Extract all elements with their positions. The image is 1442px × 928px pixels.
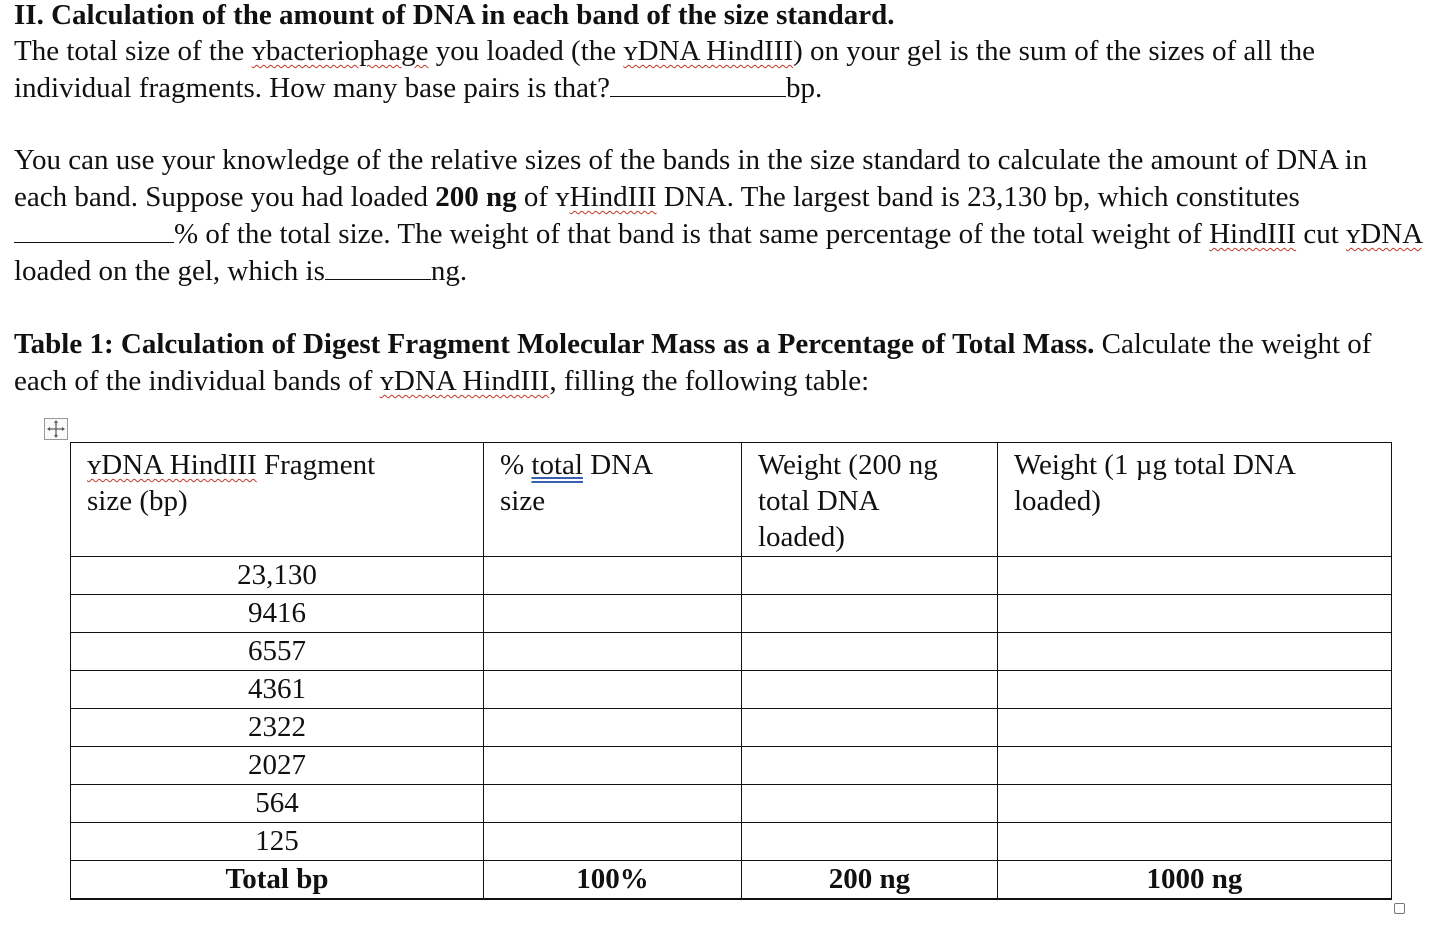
table-row bbox=[71, 709, 1392, 747]
fragment-size-cell: 6557 bbox=[71, 633, 484, 671]
table-row bbox=[71, 595, 1392, 633]
answer-blank-ng[interactable] bbox=[325, 255, 431, 280]
weight-200ng-cell[interactable] bbox=[742, 595, 998, 633]
paragraph-band-amount: You can use your knowledge of the relative sizes of the bands in the size standard to calculate the amount of DNA in each band. Suppose you had loaded 200 ng of ʏHindIII DNA. The largest band is 23,130 bp, which constitutes% of the total size. The weight of that band is that same percentage of the total weight of HindIII cut ʏDNA loaded on the gel, which is ng. bbox=[14, 144, 1422, 287]
weight-200ng-cell[interactable] bbox=[742, 633, 998, 671]
weight-1ug-cell[interactable] bbox=[998, 785, 1392, 823]
resize-handle-icon[interactable] bbox=[1394, 903, 1405, 914]
weight-1ug-cell[interactable] bbox=[998, 671, 1392, 709]
weight-1ug-cell[interactable] bbox=[998, 747, 1392, 785]
total-label-cell: Total bp bbox=[71, 861, 484, 899]
percent-cell[interactable] bbox=[484, 595, 742, 633]
total-weight-200ng-cell: 200 ng bbox=[742, 861, 998, 899]
percent-cell[interactable] bbox=[484, 633, 742, 671]
table-row bbox=[71, 747, 1392, 785]
fragment-size-cell: 9416 bbox=[71, 595, 484, 633]
weight-1ug-cell[interactable] bbox=[998, 633, 1392, 671]
weight-1ug-cell[interactable] bbox=[998, 709, 1392, 747]
table-row bbox=[71, 823, 1392, 861]
document-page bbox=[14, 0, 1424, 400]
move-icon[interactable] bbox=[44, 418, 68, 440]
header-fragment-size: ʏDNA HindIII Fragment size (bp) bbox=[71, 443, 484, 557]
percent-cell[interactable] bbox=[484, 709, 742, 747]
fragment-table bbox=[70, 442, 1392, 900]
fragment-size-cell: 2027 bbox=[71, 747, 484, 785]
weight-200ng-cell[interactable] bbox=[742, 823, 998, 861]
fragment-size-cell: 564 bbox=[71, 785, 484, 823]
paragraph-table-caption: Table 1: Calculation of Digest Fragment Molecular Mass as a Percentage of Total Mass. Calculate the weight of each of the individual bands of ʏDNA HindIII, filling the following table: bbox=[14, 328, 1372, 397]
total-row bbox=[71, 861, 1392, 899]
weight-200ng-cell[interactable] bbox=[742, 557, 998, 595]
answer-blank-percent[interactable] bbox=[14, 218, 174, 243]
table-header-row bbox=[71, 443, 1392, 557]
weight-200ng-cell[interactable] bbox=[742, 785, 998, 823]
header-percent-total: % total DNA size bbox=[484, 443, 742, 557]
total-weight-1ug-cell: 1000 ng bbox=[998, 861, 1392, 899]
percent-cell[interactable] bbox=[484, 747, 742, 785]
fragment-size-cell: 23,130 bbox=[71, 557, 484, 595]
weight-200ng-cell[interactable] bbox=[742, 747, 998, 785]
paragraph-total-size: The total size of the ʏbacteriophage you loaded (the ʏDNA HindIII) on your gel is the sum of the sizes of all the individual fragments. How many base pairs is that? bp. bbox=[14, 35, 1316, 104]
table-row bbox=[71, 633, 1392, 671]
weight-1ug-cell[interactable] bbox=[998, 557, 1392, 595]
section-heading: II. Calculation of the amount of DNA in each band of the size standard. bbox=[14, 0, 895, 31]
table-row bbox=[71, 785, 1392, 823]
total-percent-cell: 100% bbox=[484, 861, 742, 899]
percent-cell[interactable] bbox=[484, 557, 742, 595]
percent-cell[interactable] bbox=[484, 671, 742, 709]
percent-cell[interactable] bbox=[484, 823, 742, 861]
percent-cell[interactable] bbox=[484, 785, 742, 823]
answer-blank-total-bp[interactable] bbox=[610, 72, 786, 97]
fragment-size-cell: 4361 bbox=[71, 671, 484, 709]
weight-200ng-cell[interactable] bbox=[742, 671, 998, 709]
weight-200ng-cell[interactable] bbox=[742, 709, 998, 747]
fragment-size-cell: 125 bbox=[71, 823, 484, 861]
weight-1ug-cell[interactable] bbox=[998, 823, 1392, 861]
fragment-size-cell: 2322 bbox=[71, 709, 484, 747]
weight-1ug-cell[interactable] bbox=[998, 595, 1392, 633]
table-row bbox=[71, 557, 1392, 595]
header-weight-1ug: Weight (1 µg total DNA loaded) bbox=[998, 443, 1392, 557]
table-row bbox=[71, 671, 1392, 709]
header-weight-200ng: Weight (200 ng total DNA loaded) bbox=[742, 443, 998, 557]
